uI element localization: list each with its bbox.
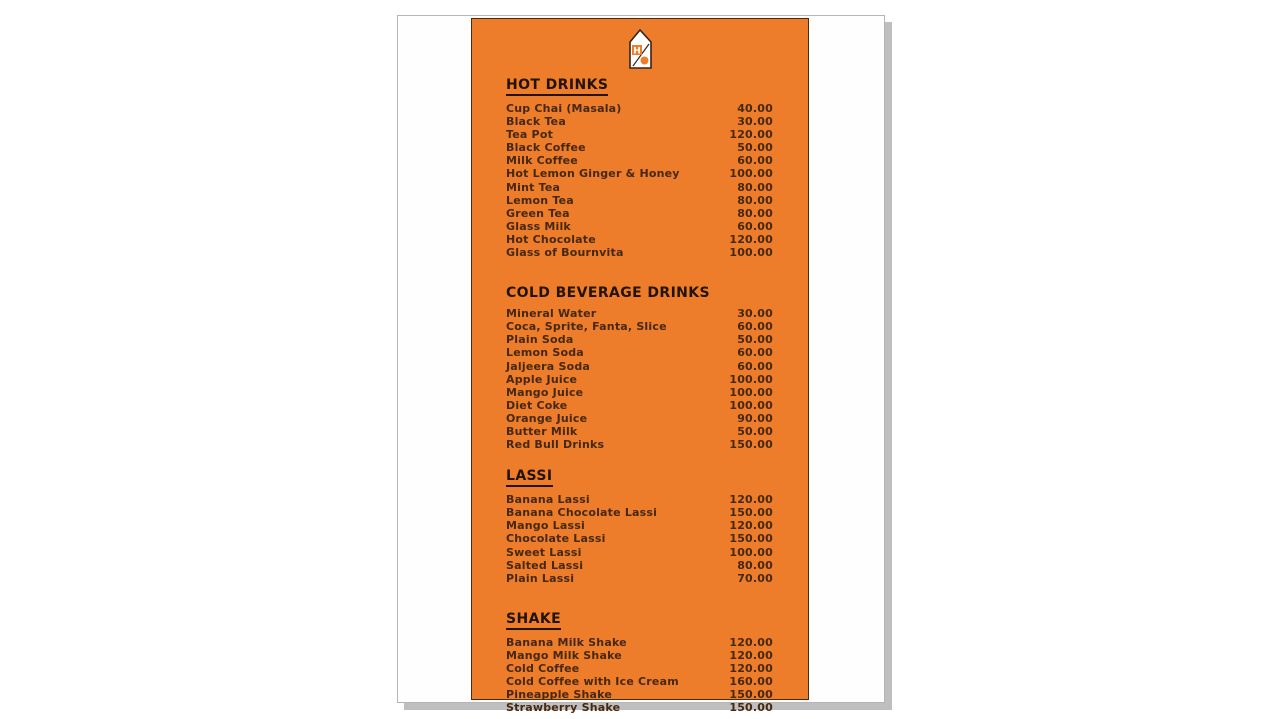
item-price: 40.00 bbox=[737, 102, 773, 115]
item-price: 60.00 bbox=[737, 154, 773, 168]
item-name: Banana Chocolate Lassi bbox=[506, 506, 658, 520]
item-price: 50.00 bbox=[737, 141, 773, 155]
item-name: Black Coffee bbox=[506, 141, 586, 155]
item-name: Plain Lassi bbox=[506, 571, 575, 585]
menu-item-row bbox=[506, 154, 773, 167]
section-title-wrap bbox=[506, 465, 773, 493]
item-price: 30.00 bbox=[737, 115, 773, 129]
menu-sections bbox=[506, 74, 773, 714]
menu-section bbox=[506, 282, 773, 451]
menu-item-row bbox=[506, 194, 773, 207]
item-name: Banana Milk Shake bbox=[506, 635, 627, 649]
item-name: Milk Coffee bbox=[506, 154, 578, 168]
item-price: 100.00 bbox=[729, 545, 773, 559]
section-title-wrap bbox=[506, 608, 773, 636]
menu-panel bbox=[471, 18, 809, 715]
item-price: 120.00 bbox=[729, 232, 773, 246]
item-price: 60.00 bbox=[737, 346, 773, 360]
item-name: Sweet Lassi bbox=[506, 545, 582, 559]
item-price: 120.00 bbox=[729, 128, 773, 142]
menu-item-row bbox=[506, 546, 773, 559]
item-price: 160.00 bbox=[729, 675, 773, 689]
menu-page bbox=[397, 15, 885, 715]
item-name: Cup Chai (Masala) bbox=[506, 102, 622, 115]
section-title: HOT DRINKS bbox=[506, 77, 608, 96]
menu-item-row bbox=[506, 373, 773, 386]
menu-item-row bbox=[506, 246, 773, 259]
item-name: Black Tea bbox=[506, 115, 566, 129]
item-name: Jaljeera Soda bbox=[506, 359, 591, 373]
item-price: 100.00 bbox=[729, 167, 773, 181]
item-price: 80.00 bbox=[737, 558, 773, 572]
menu-item-row bbox=[506, 688, 773, 701]
menu-section bbox=[506, 74, 773, 259]
item-name: Red Bull Drinks bbox=[506, 438, 605, 452]
menu-item-row bbox=[506, 307, 773, 320]
item-name: Glass of Bournvita bbox=[506, 246, 624, 260]
section-title-wrap bbox=[506, 74, 773, 102]
item-price: 100.00 bbox=[729, 398, 773, 412]
menu-item-row bbox=[506, 386, 773, 399]
logo-letter: H bbox=[632, 46, 641, 57]
menu-item-row bbox=[506, 181, 773, 194]
section-items bbox=[506, 493, 773, 585]
item-price: 50.00 bbox=[737, 424, 773, 438]
item-price: 50.00 bbox=[737, 333, 773, 347]
item-name: Cold Coffee with Ice Cream bbox=[506, 675, 679, 689]
item-price: 60.00 bbox=[737, 219, 773, 233]
item-price: 80.00 bbox=[737, 206, 773, 220]
item-price: 150.00 bbox=[729, 701, 773, 715]
item-price: 120.00 bbox=[729, 635, 773, 649]
item-price: 150.00 bbox=[729, 532, 773, 546]
item-name: Orange Juice bbox=[506, 411, 588, 425]
item-name: Mango Lassi bbox=[506, 519, 585, 533]
menu-item-row bbox=[506, 675, 773, 688]
menu-item-row bbox=[506, 128, 773, 141]
menu-item-row bbox=[506, 167, 773, 180]
menu-section bbox=[506, 608, 773, 715]
item-price: 70.00 bbox=[737, 571, 773, 585]
item-price: 60.00 bbox=[737, 359, 773, 373]
menu-item-row bbox=[506, 636, 773, 649]
item-name: Salted Lassi bbox=[506, 558, 584, 572]
item-name: Lemon Tea bbox=[506, 193, 574, 207]
section-items bbox=[506, 636, 773, 715]
menu-item-row bbox=[506, 701, 773, 714]
item-name: Cold Coffee bbox=[506, 662, 580, 675]
menu-item-row bbox=[506, 346, 773, 359]
item-price: 100.00 bbox=[729, 246, 773, 260]
item-price: 150.00 bbox=[729, 688, 773, 702]
logo-dot bbox=[640, 57, 648, 65]
menu-item-row bbox=[506, 220, 773, 233]
item-name: Plain Soda bbox=[506, 333, 574, 347]
item-name: Chocolate Lassi bbox=[506, 532, 606, 546]
menu-item-row bbox=[506, 425, 773, 438]
menu-item-row bbox=[506, 399, 773, 412]
item-price: 90.00 bbox=[737, 411, 773, 425]
item-name: Banana Lassi bbox=[506, 493, 590, 507]
item-name: Apple Juice bbox=[506, 372, 578, 386]
item-name: Glass Milk bbox=[506, 219, 571, 233]
menu-item-row bbox=[506, 115, 773, 128]
menu-item-row bbox=[506, 412, 773, 425]
menu-item-row bbox=[506, 102, 773, 115]
section-title-wrap bbox=[506, 282, 773, 307]
house-logo-icon bbox=[625, 29, 655, 69]
item-name: Strawberry Shake bbox=[506, 701, 621, 715]
menu-item-row bbox=[506, 333, 773, 346]
item-price: 80.00 bbox=[737, 180, 773, 194]
menu-item-row bbox=[506, 438, 773, 451]
item-price: 80.00 bbox=[737, 193, 773, 207]
menu-item-row bbox=[506, 320, 773, 333]
item-price: 30.00 bbox=[737, 307, 773, 321]
item-name: Mint Tea bbox=[506, 180, 561, 194]
item-price: 150.00 bbox=[729, 506, 773, 520]
item-name: Hot Lemon Ginger & Honey bbox=[506, 167, 680, 181]
menu-section bbox=[506, 465, 773, 585]
menu-item-row bbox=[506, 141, 773, 154]
menu-item-row bbox=[506, 532, 773, 545]
item-name: Diet Coke bbox=[506, 398, 568, 412]
menu-item-row bbox=[506, 360, 773, 373]
section-title: LASSI bbox=[506, 468, 553, 487]
item-price: 150.00 bbox=[729, 438, 773, 452]
item-price: 120.00 bbox=[729, 662, 773, 675]
item-name: Mineral Water bbox=[506, 307, 597, 321]
menu-item-row bbox=[506, 559, 773, 572]
section-title: SHAKE bbox=[506, 611, 561, 630]
section-items bbox=[506, 307, 773, 451]
item-name: Coca, Sprite, Fanta, Slice bbox=[506, 320, 667, 334]
menu-item-row bbox=[506, 506, 773, 519]
item-name: Green Tea bbox=[506, 206, 570, 220]
menu-item-row bbox=[506, 519, 773, 532]
item-name: Mango Juice bbox=[506, 385, 584, 399]
item-price: 120.00 bbox=[729, 519, 773, 533]
item-price: 120.00 bbox=[729, 493, 773, 507]
item-name: Lemon Soda bbox=[506, 346, 584, 360]
section-title: COLD BEVERAGE DRINKS bbox=[506, 285, 711, 302]
menu-item-row bbox=[506, 572, 773, 585]
item-price: 100.00 bbox=[729, 385, 773, 399]
menu-item-row bbox=[506, 649, 773, 662]
item-name: Tea Pot bbox=[506, 128, 554, 142]
item-name: Hot Chocolate bbox=[506, 232, 596, 246]
item-price: 100.00 bbox=[729, 372, 773, 386]
section-items bbox=[506, 102, 773, 259]
item-price: 60.00 bbox=[737, 320, 773, 334]
menu-item-row bbox=[506, 233, 773, 246]
menu-item-row bbox=[506, 493, 773, 506]
item-name: Mango Milk Shake bbox=[506, 648, 622, 662]
menu-item-row bbox=[506, 207, 773, 220]
item-price: 120.00 bbox=[729, 648, 773, 662]
item-name: Pineapple Shake bbox=[506, 688, 613, 702]
menu-item-row bbox=[506, 662, 773, 675]
item-name: Butter Milk bbox=[506, 424, 578, 438]
